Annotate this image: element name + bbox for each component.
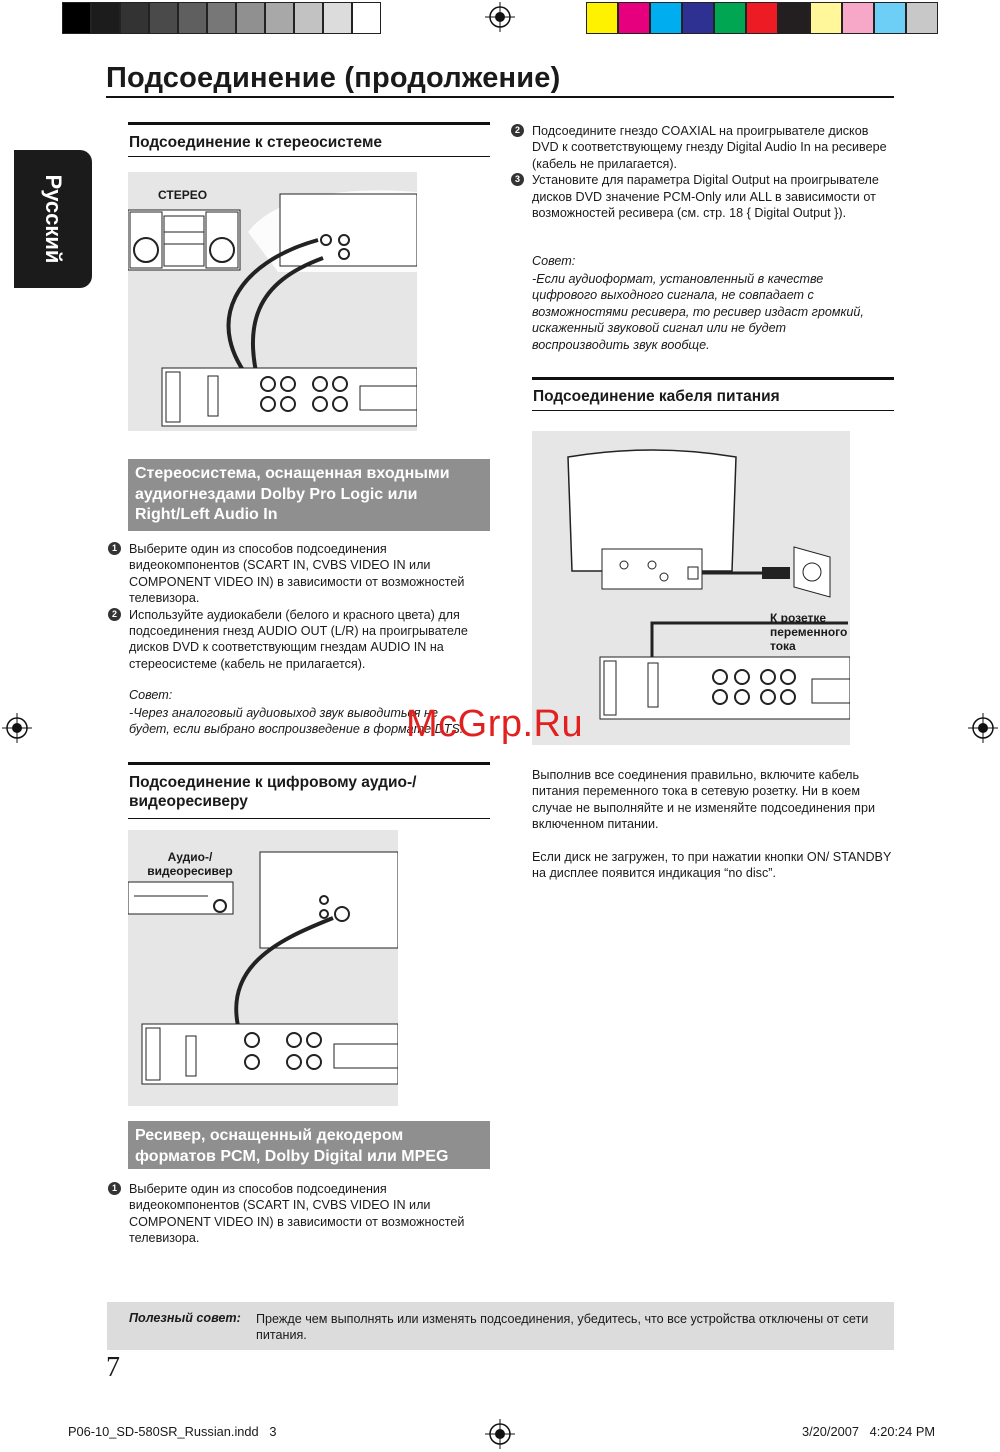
- gray-swatch: [149, 2, 178, 34]
- gray-swatch: [323, 2, 352, 34]
- gray-swatch: [265, 2, 294, 34]
- stereo-connection-figure: [128, 172, 417, 431]
- gray-swatch: [294, 2, 323, 34]
- section-rule: [128, 818, 490, 819]
- step-number-icon: 3: [511, 173, 524, 186]
- color-swatch: [714, 2, 746, 34]
- color-swatch: [874, 2, 906, 34]
- color-swatch: [682, 2, 714, 34]
- digital-steps-continued: [514, 123, 894, 221]
- list-item: 3 Установите для параметра Digital Output на проигрывателе дисков DVD значение PCM-Only или ALL в зависимости от возможностей ресивера (см. стр. 18 { Digital Output }).: [532, 172, 894, 221]
- bottom-tip-text: Прежде чем выполнять или изменять подсоединения, убедитесь, что все устройства отключены от сети питания.: [256, 1312, 869, 1343]
- watermark: McGrp.Ru: [406, 703, 584, 745]
- stereo-section-bar: Стереосистема, оснащенная входными аудиогнездами Dolby Pro Logic или Right/Left Audio In: [128, 459, 490, 531]
- digital-heading: Подсоединение к цифровому аудио-/ видеоресиверу: [129, 774, 417, 810]
- language-tab-label: Русский: [41, 174, 66, 264]
- step-number-icon: 2: [511, 124, 524, 137]
- footer-timestamp: 3/20/2007 4:20:24 PM: [802, 1424, 936, 1439]
- stereo-system-icon: [128, 172, 417, 431]
- digital-connection-figure: [128, 830, 398, 1106]
- receiver-figure-label: Аудио-/ видеоресивер: [147, 850, 233, 878]
- registration-mark-icon: [2, 713, 32, 743]
- stereo-steps-list: [111, 541, 491, 672]
- section-rule: [128, 156, 490, 157]
- gray-swatch: [91, 2, 120, 34]
- footer-filename: P06-10_SD-580SR_Russian.indd 3: [68, 1424, 277, 1439]
- bottom-tip-label: Полезный совет:: [129, 1311, 241, 1325]
- step-number-icon: 2: [108, 608, 121, 621]
- list-item: 2 Подсоедините гнездо COAXIAL на проигрывателе дисков DVD к соответствующему гнезду Digital Audio In на ресивере (кабель не прилагается).: [532, 123, 894, 172]
- gray-swatch: [120, 2, 149, 34]
- step-number-icon: 1: [108, 542, 121, 555]
- gray-swatch: [178, 2, 207, 34]
- page-title: Подсоединение (продолжение): [106, 62, 561, 94]
- socket-figure-label: К розетке переменного тока: [770, 611, 848, 653]
- power-plug-icon: [762, 567, 790, 579]
- registration-mark-icon: [485, 1419, 515, 1449]
- stereo-heading: Подсоединение к стереосистеме: [129, 134, 383, 151]
- digital-steps-list: [111, 1181, 491, 1247]
- power-paragraph-1: Выполнив все соединения правильно, включите кабель питания переменного тока в сетевую розетку. Ни в коем случае не выполняйте и не изменяйте подсоединения при включенном питании.: [532, 768, 876, 832]
- list-item: 1 Выберите один из способов подсоединения видеокомпонентов (SCART IN, CVBS VIDEO IN или COMPONENT VIDEO IN) в зависимости от возможностей телевизора.: [129, 1181, 491, 1247]
- gray-swatch: [207, 2, 236, 34]
- stereo-figure-label: СТЕРЕО: [158, 188, 208, 202]
- section-rule: [532, 377, 894, 380]
- wall-socket-icon: [794, 547, 830, 597]
- title-divider: [106, 96, 894, 98]
- color-swatch: [650, 2, 682, 34]
- language-tab: [14, 150, 92, 288]
- list-item: 1 Выберите один из способов подсоединения видеокомпонентов (SCART IN, CVBS VIDEO IN или COMPONENT VIDEO IN) в зависимости от возможностей телевизора.: [129, 541, 491, 607]
- stereo-tip-text: -Через аналоговый аудиовыход звук выводиться не будет, если выбрано воспроизведение в формате DTS.: [129, 706, 464, 737]
- list-item: 2 Используйте аудиокабели (белого и красного цвета) для подсоединения гнезд AUDIO OUT (L/R) на проигрывателе дисков DVD к соответствующим гнездам AUDIO IN на стереосистеме (кабель не прилагается).: [129, 607, 491, 673]
- section-rule: [128, 122, 490, 125]
- stereo-tip-heading: Совет:: [129, 688, 173, 702]
- digital-tip-text: -Если аудиоформат, установленный в качестве цифрового выходного сигнала, не совпадает с возможностями ресивера, то ресивер издаст громкий, искаженный звуковой сигнал или не будет воспроизводить звук вообще.: [532, 272, 864, 352]
- gray-swatch: [352, 2, 381, 34]
- step-number-icon: 1: [108, 1182, 121, 1195]
- color-swatch: [746, 2, 778, 34]
- color-swatch: [810, 2, 842, 34]
- bottom-tip-box: [107, 1302, 894, 1350]
- gray-swatch: [62, 2, 91, 34]
- color-swatch: [586, 2, 618, 34]
- digital-tip-heading: Совет:: [532, 254, 576, 268]
- power-connection-figure: [532, 431, 850, 745]
- tv-set-icon: [532, 431, 850, 745]
- gray-swatch: [236, 2, 265, 34]
- registration-mark-icon: [485, 2, 515, 32]
- power-heading: Подсоединение кабеля питания: [533, 388, 780, 405]
- color-swatch: [618, 2, 650, 34]
- color-swatch: [906, 2, 938, 34]
- color-swatch: [842, 2, 874, 34]
- digital-section-bar: Ресивер, оснащенный декодером форматов PCM, Dolby Digital или MPEG: [128, 1121, 490, 1169]
- page-number: 7: [106, 1352, 120, 1383]
- section-rule: [532, 410, 894, 411]
- registration-mark-icon: [968, 713, 998, 743]
- color-swatch: [778, 2, 810, 34]
- section-rule: [128, 762, 490, 765]
- power-paragraph-2: Если диск не загружен, то при нажатии кнопки ON/ STANDBY на дисплее появится индикация “no disc”.: [532, 850, 892, 881]
